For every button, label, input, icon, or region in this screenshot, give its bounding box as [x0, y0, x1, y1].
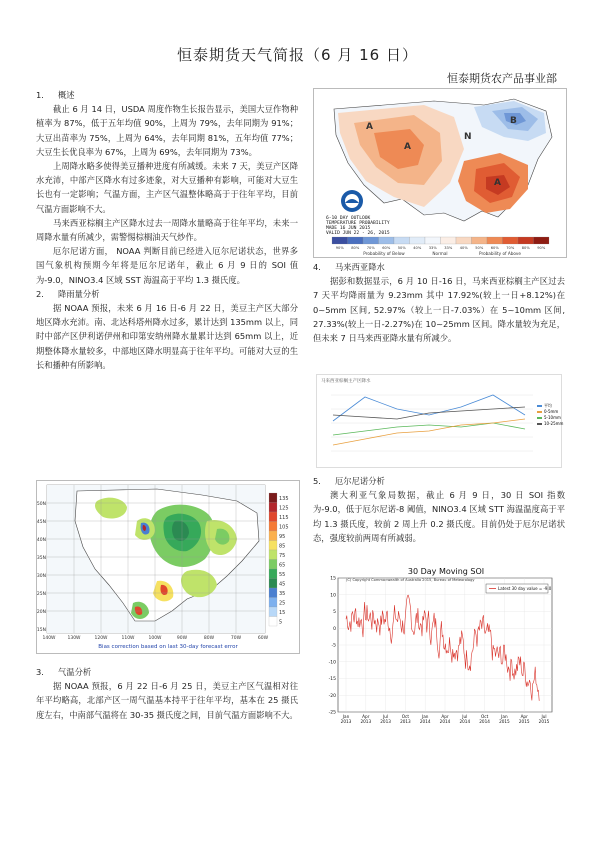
legend-pct: 60% [382, 246, 391, 250]
soi-x-tick-year: 2013 [360, 719, 372, 724]
soi-x-tick-year: 2014 [479, 719, 490, 724]
scale-swatch [269, 598, 277, 608]
lon-tick-5: 90W [176, 636, 188, 641]
section-2-p1: 据 NOAA 预报，未来 6 月 16 日-6 月 22 日，美豆主产区大部分地区降水充沛。南、北达科塔州降水过多，累计达到 135mm 以上，同时中部产区伊利诺伊州和印第安纳州降水量累计达到 65mm 以上，近期整体降水量较多，中部地区降水明显高于往年平均。可能对大豆的生长和播种有所影响。 [36, 303, 298, 370]
lat-tick-4: 30N [36, 574, 46, 579]
scale-swatch [269, 550, 277, 560]
soi-y-tick: -25 [328, 710, 336, 716]
legend-swatch [379, 237, 395, 244]
legend-swatch [332, 237, 348, 244]
soi-y-tick: 10 [330, 593, 336, 599]
legend-swatch [425, 237, 441, 244]
precip-caption: Bias correction based on last 30-day forecast error [98, 644, 238, 650]
legend-pct: 50% [475, 246, 484, 250]
left-column [36, 88, 298, 372]
scale-label: 75 [279, 553, 286, 559]
soi-y-tick: 0 [333, 626, 336, 632]
section-1-p4: 厄尔尼诺方面， NOAA 判断目前已经进入厄尔尼诺状态，世界多国气象机构预期今年将是厄尔尼诺年，截止 6 月 9 日的 SOI 值为-9.0，NINO3.4 区域 SST 海温高于平均 1.3 摄氏度。 [36, 246, 298, 285]
soi-x-tick-year: 2015 [538, 719, 550, 724]
legend-pct: 70% [506, 246, 515, 250]
section-5-block [313, 474, 565, 545]
svg-text:N: N [464, 132, 472, 142]
lat-tick-3: 35N [36, 556, 46, 561]
lat-tick-5: 25N [36, 592, 46, 597]
page-title: 恒泰期货天气简报（6 月 16 日） [177, 46, 418, 64]
soi-x-tick-year: 2013 [340, 719, 352, 724]
legend-swatch [410, 237, 426, 244]
lon-tick-6: 80W [203, 636, 215, 641]
legend-pct: 90% [537, 246, 546, 250]
soi-x-tick: Jan [501, 714, 508, 719]
scale-label: 85 [279, 543, 286, 550]
malaysia-legend-3: 10-25mm [544, 421, 564, 426]
scale-label: 115 [279, 515, 289, 521]
lon-tick-7: 70W [230, 636, 242, 641]
scale-label: 135 [279, 496, 289, 502]
section-5-heading: 5. 厄尔尼诺分析 [313, 476, 385, 486]
soi-x-tick-year: 2014 [419, 719, 431, 724]
scale-label: 95 [279, 534, 286, 540]
soi-x-tick: Jul [383, 714, 389, 719]
section-3-p1: 据 NOAA 预报，6 月 22 日-6 月 25 日，美豆主产区气温相对往年平均略高，北部产区一周气温基本持平于往年平均，基本在 25 摄氏度左右，中南部气温将在 30-35 摄氏度之间，目前气温方面影响不大。 [36, 681, 298, 720]
scale-swatch [269, 522, 277, 532]
scale-swatch [269, 503, 277, 513]
section-2-heading: 2. 降雨量分析 [36, 288, 100, 299]
scale-swatch [269, 617, 277, 627]
soi-copyright: (C) Copyright Commonwealth of Australia 2015, Bureau of Meteorology [346, 578, 475, 582]
malaysia-legend-2: 5-10mm [544, 415, 561, 420]
soi-x-tick: Apr [520, 714, 528, 719]
lon-tick-2: 120W [94, 636, 108, 641]
soi-x-tick: Apr [362, 714, 370, 719]
section-1-p1: 截止 6 月 14 日，USDA 周度作物生长报告显示，美国大豆作物种植率为 87%，低于五年均值 90%，上周为 79%，去年同期为 91%；大豆出苗率为 75%，上周为 64%，去年同期 81%，五年均值 77%；大豆生长优良率为 67%，上周为 69%，去年同期为 73%。 [36, 104, 298, 157]
legend-pct: 60% [490, 246, 499, 250]
svg-text:A: A [494, 178, 501, 188]
soi-x-tick: Jul [541, 714, 547, 719]
scale-swatch [269, 569, 277, 579]
soi-chart-figure [316, 562, 560, 732]
soi-x-tick: Oct [480, 714, 489, 719]
legend-pct: 40% [413, 246, 422, 250]
scale-label: 125 [279, 505, 289, 512]
lon-tick-1: 130W [67, 636, 81, 641]
outlook-line-1: TEMPERATURE PROBABILITY [326, 221, 390, 226]
legend-above-label: Probability of Above [479, 251, 521, 256]
soi-x-tick-year: 2015 [518, 719, 530, 724]
legend-pct: 70% [366, 246, 375, 250]
legend-swatch [348, 237, 364, 244]
scale-label: 5 [279, 619, 283, 626]
soi-y-tick: 15 [330, 576, 336, 582]
soi-y-tick: -15 [328, 677, 336, 682]
section-5-p1: 澳大利亚气象局数据，截止 6 月 9 日，30 日 SOI 指数为-9.0，低于厄尔尼诺-8 阈值，NINO3.4 区域 STT 海温温度高于平均 1.3 摄氏度，较前 2 周上升 0.2 摄氏度。目前仍处于厄尔尼诺状态，强度较前两周有所减弱。 [313, 490, 565, 543]
scale-swatch [269, 531, 277, 541]
scale-swatch [269, 588, 277, 598]
soi-x-tick: Apr [441, 714, 449, 719]
lat-tick-2: 40N [36, 538, 46, 543]
scale-swatch [269, 579, 277, 589]
soi-x-tick-year: 2014 [459, 719, 471, 724]
section-3-block [36, 665, 298, 722]
legend-pct: 90% [335, 246, 344, 250]
soi-y-tick: -5 [331, 643, 336, 649]
lon-tick-3: 110W [121, 636, 135, 641]
legend-pct: 40% [459, 246, 468, 250]
legend-swatch [441, 237, 457, 244]
outlook-line-0: 6-10 DAY OUTLOOK [326, 216, 371, 221]
scale-swatch [269, 512, 277, 522]
section-4-block [313, 260, 565, 345]
legend-swatch [534, 237, 550, 244]
lat-tick-0: 50N [36, 502, 46, 507]
soi-x-tick-year: 2013 [380, 719, 391, 724]
malaysia-chart-caption: 马来西亚棕榈主产区降水 [321, 379, 371, 384]
legend-below-label: Probability of Below [363, 251, 405, 256]
legend-pct: 33% [444, 246, 453, 250]
soi-title: 30 Day Moving SOI [407, 567, 485, 576]
lon-tick-8: 60W [257, 636, 269, 641]
soi-x-tick-year: 2014 [439, 719, 451, 724]
lat-tick-7: 15N [36, 628, 46, 633]
soi-y-tick: -20 [328, 693, 336, 699]
section-1-p2: 上周降水略多使得美豆播种进度有所减缓。未来 7 天，美豆产区降水充沛，中部产区降水有过多迹象，对大豆播种有影响，可能对大豆生长也有一定影响；气温方面，主产区气温整体略高于于往年平均，目前气温方面影响不大。 [36, 161, 298, 214]
legend-swatch [363, 237, 379, 244]
outlook-line-2: MADE 16 JUN 2015 [326, 226, 371, 231]
legend-swatch [394, 237, 410, 244]
precipitation-map-figure [36, 480, 300, 654]
legend-swatch [456, 237, 472, 244]
section-1-heading: 1. 概述 [36, 90, 75, 100]
lon-tick-0: 140W [42, 636, 56, 641]
scale-label: 105 [279, 524, 289, 531]
lat-tick-6: 20N [36, 610, 46, 615]
malaysia-legend-0: 平均 [544, 403, 552, 408]
legend-swatch [487, 237, 503, 244]
soi-x-tick: Jul [462, 714, 468, 719]
legend-pct: 80% [351, 246, 360, 250]
scale-label: 45 [279, 581, 286, 588]
section-3-heading: 3. 气温分析 [36, 667, 92, 677]
department-label: 恒泰期货农产品事业部 [447, 72, 557, 85]
temperature-outlook-figure [313, 88, 567, 258]
lon-tick-4: 100W [148, 636, 162, 641]
legend-swatch [518, 237, 534, 244]
scale-label: 15 [279, 610, 286, 616]
malaysia-legend-1: 0-5mm [544, 409, 559, 414]
scale-swatch [269, 560, 277, 570]
section-4-p1: 据彭和数据显示，6 月 10 日-16 日，马来西亚棕榈主产区过去 7 天平均降雨量为 9.23mm 其中 17.92%(较上一日+8.12%)在 0~5mm 区间, 52.97%（较上一日-7.03%）在 5~10mm 区间, 27.33%(较上一日-2.27%)在 10~25mm 区间。降水量较为充足，但未来 7 日马来西亚降水量有所减少。 [313, 276, 565, 344]
malaysia-rain-chart [316, 374, 562, 468]
lat-tick-1: 45N [36, 520, 46, 525]
outlook-line-3: VALID JUN 22 - 26, 2015 [326, 231, 390, 236]
soi-x-tick: Oct [401, 714, 410, 719]
svg-text:A: A [366, 122, 373, 132]
svg-text:A: A [404, 142, 411, 152]
soi-x-tick-year: 2015 [499, 719, 510, 724]
legend-pct: 50% [397, 246, 406, 250]
soi-x-tick: Jan [421, 714, 429, 719]
scale-swatch [269, 541, 277, 551]
legend-pct: 33% [428, 246, 437, 250]
soi-y-tick: 5 [333, 610, 336, 615]
soi-x-tick: Jan [342, 714, 350, 719]
section-4-heading: 4. 马来西亚降水 [313, 262, 385, 272]
soi-x-tick-year: 2013 [400, 719, 411, 724]
legend-swatch [503, 237, 519, 244]
legend-normal-label: Normal [432, 251, 448, 256]
scale-label: 35 [279, 591, 286, 597]
scale-swatch [269, 607, 277, 617]
scale-swatch [269, 493, 277, 503]
soi-legend: Latest 30 day value = -9.0 [498, 586, 552, 591]
svg-text:B: B [510, 116, 517, 126]
legend-swatch [472, 237, 488, 244]
scale-label: 65 [279, 562, 286, 569]
soi-y-tick: -10 [328, 660, 336, 666]
section-1-p3: 马来西亚棕榈主产区降水过去一周降水量略高于往年平均，未来一周降水量有所减少，需警惕棕榈油天气炒作。 [36, 217, 298, 243]
scale-label: 55 [279, 572, 286, 578]
scale-label: 25 [279, 600, 286, 607]
legend-pct: 80% [521, 246, 530, 250]
